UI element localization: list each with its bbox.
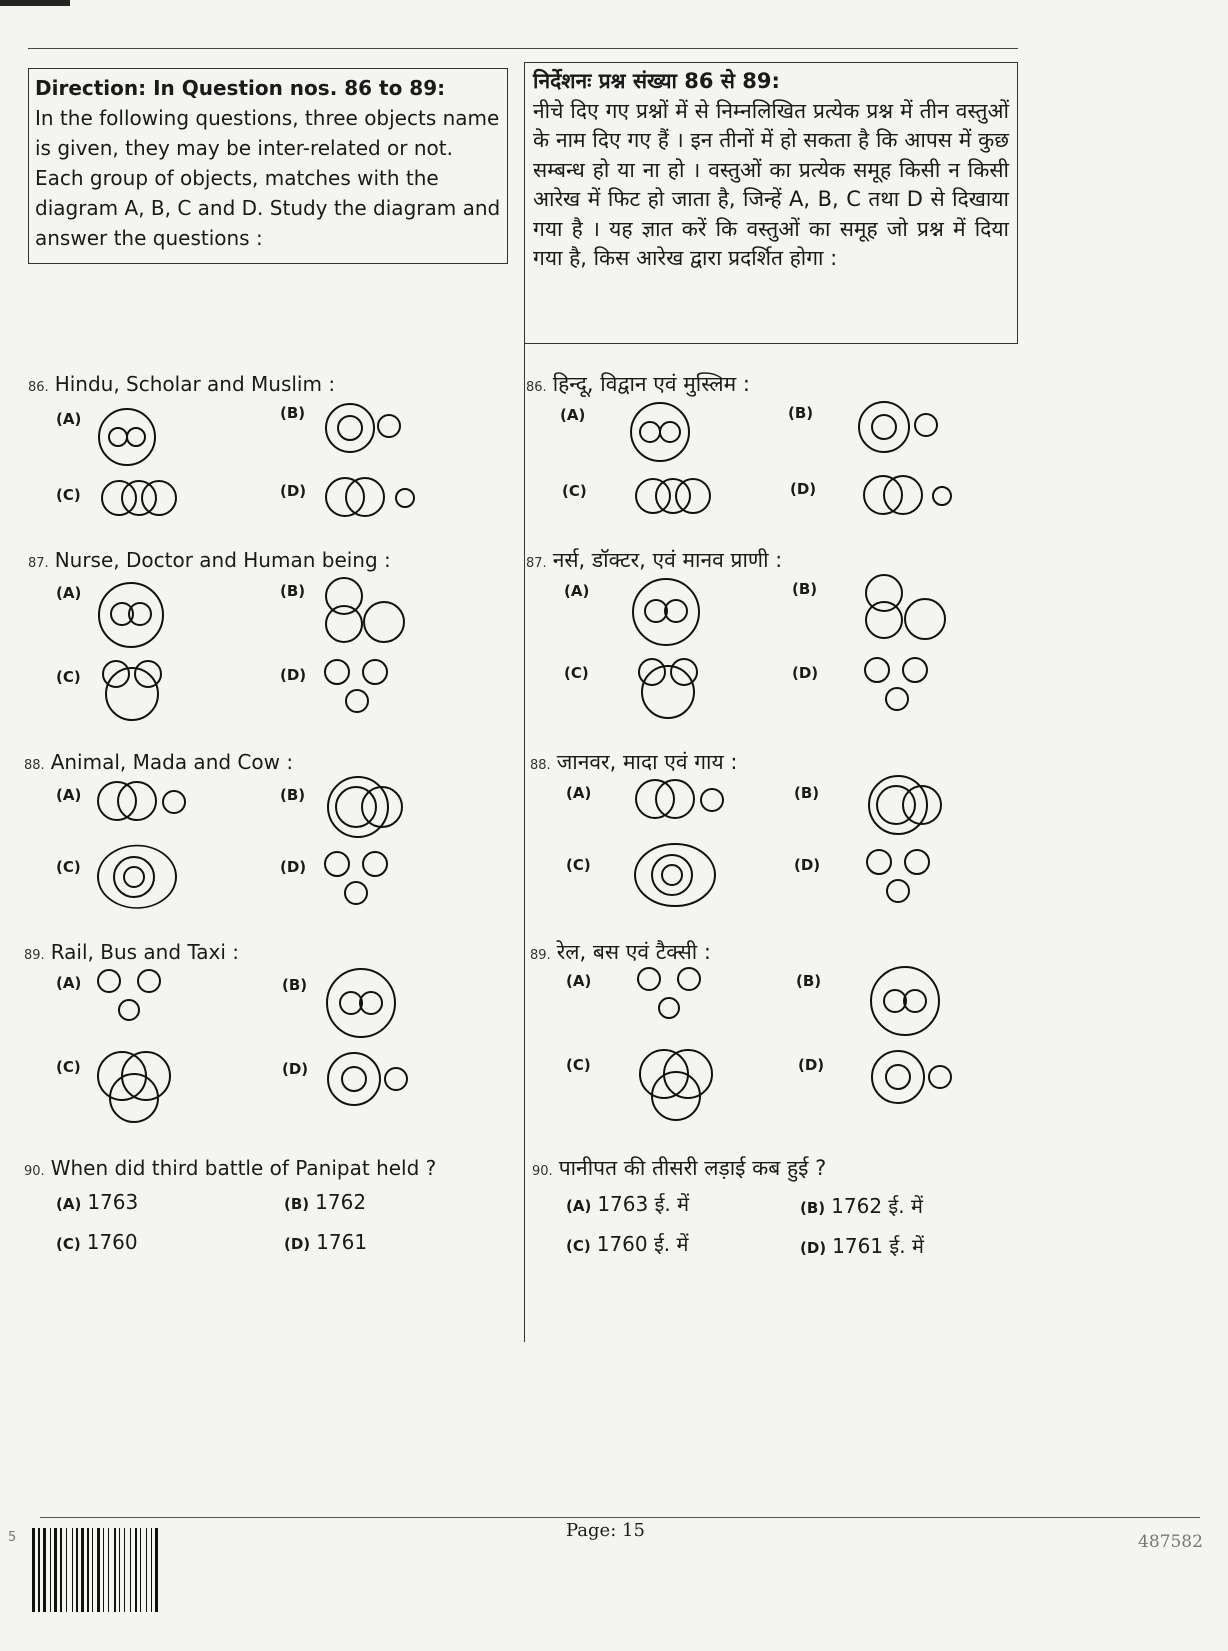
option-b-label: (B) <box>280 404 306 422</box>
option-a-label: (A) <box>56 786 82 804</box>
direction-box-hindi <box>524 62 1018 344</box>
diagram-89-a[interactable] <box>94 966 166 1028</box>
diagram-88-b[interactable] <box>862 772 956 838</box>
option-b-label: (B) <box>794 784 820 802</box>
direction-body-english: In the following questions, three objects name is given, they may be inter-related or not. Each group of objects, matches with the diagram A, B, C and D. Study the diagram and answer the questions : <box>35 106 501 250</box>
question-text: Hindu, Scholar and Muslim : <box>54 372 336 396</box>
diagram-88-b[interactable] <box>322 772 416 842</box>
option-c-label: (C) <box>56 858 81 876</box>
option-d-label: (D) <box>280 482 307 500</box>
question-90-hindi <box>532 1154 826 1182</box>
question-text: पानीपत की तीसरी लड़ाई कब हुई ? <box>558 1156 827 1180</box>
option-b-label: (B) <box>282 976 308 994</box>
answer-value: 1761 <box>316 1230 368 1254</box>
question-text: Rail, Bus and Taxi : <box>50 940 240 964</box>
diagram-87-b[interactable] <box>318 574 414 646</box>
direction-heading-hindi: निर्देशनः प्रश्न संख्या 86 से 89: <box>533 69 780 93</box>
diagram-86-d[interactable] <box>320 474 420 520</box>
question-number: 90. <box>24 1164 45 1179</box>
option-d-label: (D) <box>794 856 821 874</box>
answer-value: 1763 ई. में <box>597 1192 690 1216</box>
option-d-label: (D) <box>798 1056 825 1074</box>
option-c-label: (C) <box>564 664 589 682</box>
diagram-88-a[interactable] <box>632 776 728 822</box>
answer-option-b[interactable]: (B) 1762 <box>284 1190 367 1214</box>
question-text: रेल, बस एवं टैक्सी : <box>556 940 711 964</box>
diagram-89-a[interactable] <box>634 964 706 1026</box>
option-a-label: (A) <box>564 582 590 600</box>
direction-box-english <box>28 68 508 264</box>
answer-value: 1761 ई. में <box>832 1234 924 1258</box>
option-c-label: (C) <box>56 668 81 686</box>
question-number: 88. <box>530 758 551 773</box>
option-a-label: (A) <box>566 972 592 990</box>
option-b-label: (B) <box>796 972 822 990</box>
answer-value: 1763 <box>87 1190 139 1214</box>
option-a-label: (A) <box>560 406 586 424</box>
question-text: Nurse, Doctor and Human being : <box>54 548 391 572</box>
diagram-87-a[interactable] <box>94 578 168 652</box>
answer-option-d[interactable]: (D) 1761 ई. में <box>800 1234 924 1258</box>
diagram-86-b[interactable] <box>320 398 410 458</box>
option-b-label: (B) <box>788 404 814 422</box>
diagram-86-b[interactable] <box>856 398 940 456</box>
option-a-label: (A) <box>56 410 82 428</box>
diagram-88-a[interactable] <box>94 778 190 824</box>
diagram-88-c[interactable] <box>94 844 180 910</box>
option-c-label: (C) <box>566 856 591 874</box>
question-text: जानवर, मादा एवं गाय : <box>556 750 738 774</box>
option-c-label: (C) <box>566 1056 591 1074</box>
question-89-hindi <box>530 938 711 966</box>
diagram-87-c[interactable] <box>92 656 172 722</box>
option-b-label: (B) <box>280 786 306 804</box>
answer-value: 1762 <box>315 1190 367 1214</box>
answer-value: 1760 ई. में <box>596 1232 689 1256</box>
answer-option-a[interactable]: (A) 1763 ई. में <box>566 1192 690 1216</box>
question-number: 86. <box>28 380 49 395</box>
option-d-label: (D) <box>792 664 819 682</box>
question-text: हिन्दू, विद्वान एवं मुस्लिम : <box>552 372 750 396</box>
diagram-86-a[interactable] <box>92 402 162 472</box>
diagram-89-d[interactable] <box>324 1050 414 1108</box>
answer-option-b[interactable]: (B) 1762 ई. में <box>800 1194 923 1218</box>
diagram-87-a[interactable] <box>630 576 702 648</box>
diagram-88-d[interactable] <box>862 846 934 908</box>
question-number: 88. <box>24 758 45 773</box>
diagram-87-c[interactable] <box>628 654 708 720</box>
diagram-88-c[interactable] <box>632 842 718 908</box>
scan-edge-mark <box>0 0 70 6</box>
page-number: Page: 15 <box>566 1520 645 1541</box>
option-c-label: (C) <box>56 1058 81 1076</box>
question-88-english <box>24 750 293 774</box>
scan-mark: 5 <box>8 1530 17 1545</box>
answer-option-c[interactable]: (C) 1760 <box>56 1230 138 1254</box>
option-a-label: (A) <box>56 974 82 992</box>
option-a-label: (A) <box>566 784 592 802</box>
diagram-86-c[interactable] <box>94 476 184 520</box>
diagram-89-b[interactable] <box>324 966 398 1040</box>
diagram-87-b[interactable] <box>860 572 950 642</box>
diagram-86-c[interactable] <box>628 474 718 518</box>
question-text: नर्स, डॉक्टर, एवं मानव प्राणी : <box>552 548 783 572</box>
option-d-label: (D) <box>790 480 817 498</box>
question-number: 90. <box>532 1164 553 1179</box>
footer-rule <box>40 1517 1200 1518</box>
answer-value: 1762 ई. में <box>831 1194 923 1218</box>
answer-option-d[interactable]: (D) 1761 <box>284 1230 368 1254</box>
diagram-86-a[interactable] <box>628 400 692 464</box>
option-d-label: (D) <box>280 858 307 876</box>
question-number: 87. <box>28 556 49 571</box>
barcode-icon <box>30 1528 234 1616</box>
option-c-label: (C) <box>562 482 587 500</box>
diagram-89-c[interactable] <box>636 1046 720 1126</box>
direction-heading-english: Direction: In Question nos. 86 to 89: <box>35 76 446 100</box>
question-89-english <box>24 940 239 964</box>
question-87-english <box>28 548 391 572</box>
document-id: 487582 <box>1138 1532 1203 1552</box>
question-86-english <box>28 372 335 396</box>
question-90-english <box>24 1156 436 1180</box>
diagram-86-d[interactable] <box>858 472 958 518</box>
option-a-label: (A) <box>56 584 82 602</box>
diagram-87-d[interactable] <box>860 654 932 716</box>
question-text: When did third battle of Panipat held ? <box>50 1156 437 1180</box>
question-87-hindi <box>526 546 782 574</box>
question-number: 86. <box>526 380 547 395</box>
question-86-hindi <box>526 370 750 398</box>
answer-option-a[interactable]: (A) 1763 <box>56 1190 139 1214</box>
diagram-89-d[interactable] <box>868 1048 958 1106</box>
option-d-label: (D) <box>282 1060 309 1078</box>
direction-body-hindi: नीचे दिए गए प्रश्नों में से निम्नलिखित प्रत्येक प्रश्न में तीन वस्तुओं के नाम दिए गए हैं । इन तीनों में हो सकता है कि आपस में कुछ सम्बन्ध हो या ना हो । वस्तुओं का प्रत्येक समूह किसी न किसी आरेख में फिट हो जाता है, जिन्हें A, B, C तथा D से दिखाया गया है । यह ज्ञात करें कि वस्तुओं का समूह जो प्रश्न में दिया गया है, किस आरेख द्वारा प्रदर्शित होगा : <box>533 98 1009 270</box>
top-rule <box>28 48 1018 49</box>
question-number: 89. <box>24 948 45 963</box>
diagram-89-c[interactable] <box>94 1048 178 1128</box>
diagram-87-d[interactable] <box>320 656 392 718</box>
question-number: 87. <box>526 556 547 571</box>
question-text: Animal, Mada and Cow : <box>50 750 294 774</box>
option-b-label: (B) <box>792 580 818 598</box>
question-number: 89. <box>530 948 551 963</box>
option-d-label: (D) <box>280 666 307 684</box>
diagram-89-b[interactable] <box>868 964 942 1038</box>
option-c-label: (C) <box>56 486 81 504</box>
answer-value: 1760 <box>86 1230 138 1254</box>
option-b-label: (B) <box>280 582 306 600</box>
question-88-hindi <box>530 748 737 776</box>
diagram-88-d[interactable] <box>320 848 392 910</box>
answer-option-c[interactable]: (C) 1760 ई. में <box>566 1232 689 1256</box>
